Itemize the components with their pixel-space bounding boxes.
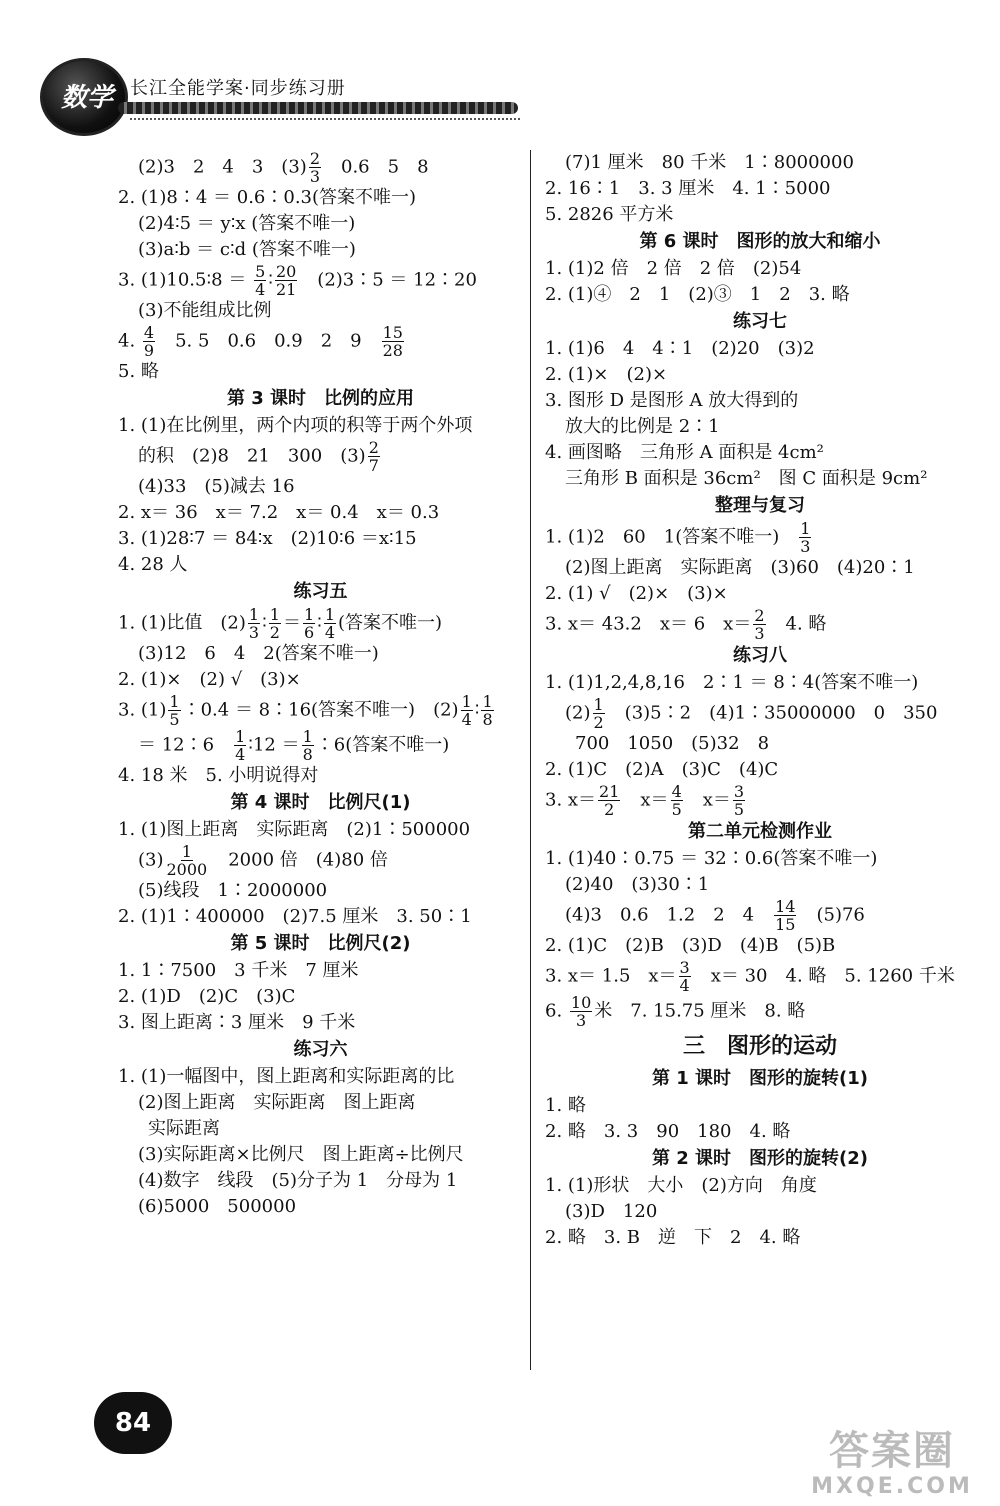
fraction (799, 520, 811, 555)
answer-text: ＝ 12∶6 (138, 734, 233, 756)
answer-line (118, 763, 523, 789)
numerator: 1 (800, 519, 811, 538)
section-heading: 第 1 课时 图形的旋转(1) (651, 1068, 869, 1089)
answer-line (118, 500, 523, 526)
answer-text: (3) (138, 849, 164, 871)
numerator: 21 (599, 782, 620, 801)
section-heading: 第 2 课时 图形的旋转(2) (651, 1148, 869, 1169)
answer-text: 2. (1)④ 2 1 (2)③ 1 2 3. 略 (545, 284, 850, 305)
answer-text: 2. (1) √ (2)× (3)× (545, 583, 728, 604)
header-decoration (118, 102, 518, 114)
fraction (774, 898, 796, 933)
section-heading: 整理与复习 (715, 495, 805, 516)
numerator: 2 (368, 438, 379, 457)
answer-text: x＝ (622, 789, 669, 811)
answer-line (545, 757, 975, 783)
numerator: 5 (255, 262, 266, 281)
chapter-heading: 三 图形的运动 (682, 1034, 837, 1059)
answer-line (545, 440, 975, 466)
column-divider (530, 150, 531, 1370)
answer-text: 1. (1)图上距离 实际距离 (2)1∶500000 (118, 819, 471, 840)
answer-text: 1. (1)形状 大小 (2)方向 角度 (545, 1175, 817, 1196)
answer-text: (5)76 (798, 904, 865, 926)
left-column (118, 150, 523, 1220)
fraction (303, 606, 315, 641)
fraction (679, 959, 691, 994)
answer-text: 1. 1∶7500 3 千米 7 厘米 (118, 960, 359, 981)
answer-line (545, 898, 975, 933)
answer-line (545, 846, 975, 872)
answer-text: 4. (118, 330, 141, 352)
answer-line (545, 176, 975, 202)
numerator: 4 (671, 782, 682, 801)
answer-line (545, 414, 975, 440)
answer-text: ∶0.4 ＝ 8∶16(答案不唯一) (2) (182, 699, 459, 721)
answer-text: (5)线段 1∶2000000 (138, 880, 328, 901)
denominator: 5 (169, 710, 180, 729)
denominator: 4 (235, 745, 246, 764)
answer-line (118, 693, 523, 728)
answer-line (545, 933, 975, 959)
answer-line (118, 237, 523, 263)
answer-line (118, 1116, 523, 1142)
fraction (671, 783, 683, 818)
denominator: 21 (275, 280, 297, 299)
answer-text: 3. 图形 D 是图形 A 放大得到的 (545, 390, 799, 411)
numerator: 1 (593, 695, 604, 714)
answer-text: 4. 画图略 三角形 A 面积是 4cm² (545, 442, 824, 463)
answer-text: 放大的比例是 2∶1 (565, 416, 720, 437)
answer-line (545, 1093, 975, 1119)
section-heading: 练习五 (293, 581, 348, 602)
numerator: 1 (461, 692, 472, 711)
logo-text: 数学 (60, 83, 113, 113)
section-heading: 第 6 课时 图形的放大和缩小 (639, 231, 881, 252)
answer-text: 1. (1)6 4 4∶1 (2)20 (3)2 (545, 338, 815, 359)
answer-text: 3. 图上距离∶3 厘米 9 千米 (118, 1012, 356, 1033)
answer-text: 2000 倍 (4)80 倍 (210, 849, 388, 871)
section-heading: 练习六 (293, 1039, 348, 1060)
answer-text: ∶ (474, 699, 480, 721)
denominator: 4 (324, 623, 336, 642)
answer-line (118, 904, 523, 930)
answer-text: 2. (1)D (2)C (3)C (118, 986, 296, 1007)
answer-text: 2. 16∶1 3. 3 厘米 4. 1∶5000 (545, 178, 831, 199)
answer-line (545, 336, 975, 362)
numerator: 1 (248, 605, 260, 624)
answer-line (118, 324, 523, 359)
answer-text: 1. (1)2 倍 2 倍 2 倍 (2)54 (545, 258, 802, 279)
fraction (168, 693, 180, 728)
answer-line (118, 1064, 523, 1090)
answer-text: 2. (1)8∶4 ＝ 0.6∶0.3(答案不唯一) (118, 187, 417, 208)
answer-text: (2)40 (3)30∶1 (565, 874, 710, 895)
answer-line (118, 728, 523, 763)
fraction (324, 606, 336, 641)
answer-line (118, 359, 523, 385)
answer-line (118, 1090, 523, 1116)
answer-text: 1. (1)比值 (2) (118, 612, 246, 634)
answer-line (118, 150, 523, 185)
answer-line (118, 606, 523, 641)
answer-line (545, 388, 975, 414)
answer-line (545, 362, 975, 388)
answer-text: 5. 略 (118, 361, 159, 382)
watermark-logo: 答案圈 (829, 1428, 955, 1474)
section-heading: 第 3 课时 比例的应用 (226, 388, 415, 409)
fraction (309, 150, 321, 185)
numerator: 20 (275, 262, 297, 281)
fraction (570, 994, 592, 1029)
answer-text: 4. 28 人 (118, 554, 188, 575)
book-title: 长江全能学案·同步练习册 (130, 78, 346, 99)
section-heading: 练习七 (733, 311, 787, 332)
numerator: 1 (303, 605, 315, 624)
answer-line (118, 1010, 523, 1036)
right-column (545, 150, 975, 1251)
denominator: 4 (255, 280, 266, 299)
numerator: 15 (382, 323, 403, 342)
fraction (269, 606, 281, 641)
numerator: 1 (235, 727, 246, 746)
denominator: 3 (575, 1011, 587, 1030)
denominator: 15 (775, 915, 796, 934)
answer-line (545, 520, 975, 555)
header-rule (130, 118, 520, 120)
answer-text: 米 7. 15.75 厘米 8. 略 (594, 1000, 806, 1022)
answer-text: 2. 略 3. 3 90 180 4. 略 (545, 1121, 791, 1142)
answer-text: (2)3 2 4 3 (3) (138, 156, 307, 178)
answer-line (118, 474, 523, 500)
answer-line (118, 439, 523, 474)
answer-text: 3. (1) (118, 699, 167, 721)
fraction (166, 843, 209, 878)
answer-line (545, 607, 975, 642)
answer-text: (7)1 厘米 80 千米 1∶8000000 (565, 152, 854, 173)
fraction (481, 693, 493, 728)
answer-line (545, 1119, 975, 1145)
fraction (254, 263, 266, 298)
fraction (275, 263, 297, 298)
numerator: 1 (324, 605, 336, 624)
denominator: 9 (143, 341, 155, 360)
denominator: 3 (754, 624, 765, 643)
fraction (733, 783, 745, 818)
answer-line (118, 984, 523, 1010)
answer-line (118, 641, 523, 667)
answer-text: 2. (1)× (2)× (545, 364, 668, 385)
denominator: 3 (800, 537, 811, 556)
answer-line (118, 667, 523, 693)
fraction (234, 728, 246, 763)
answer-line (118, 552, 523, 578)
answer-line (545, 959, 975, 994)
fraction (248, 606, 260, 641)
numerator: 1 (181, 842, 192, 861)
answer-line (545, 555, 975, 581)
page-header (40, 58, 540, 148)
answer-line (545, 670, 975, 696)
denominator: 5 (733, 800, 745, 819)
denominator: 2 (269, 623, 280, 642)
answer-line (545, 466, 975, 492)
answer-text: (2)图上距离 实际距离 (3)60 (4)20∶1 (565, 557, 915, 578)
numerator: 10 (570, 993, 592, 1012)
answer-text: 1. (1)在比例里，两个内项的积等于两个外项 (118, 415, 473, 436)
answer-text: 0.6 5 8 (323, 156, 429, 178)
answer-text: (3)D 120 (565, 1201, 658, 1222)
answer-text: 的积 (2)8 21 300 (3) (138, 445, 366, 467)
answer-text: ∶12 ＝ (248, 734, 300, 756)
answer-text: 5. 2826 平方米 (545, 204, 674, 225)
answer-text: 2. (1)C (2)B (3)D (4)B (5)B (545, 935, 836, 956)
answer-text: 700 1050 (5)32 8 (575, 733, 770, 754)
answer-text: 1. (1)1,2,4,8,16 2∶1 ＝ 8∶4(答案不唯一) (545, 672, 919, 693)
answer-text: ∶ (268, 269, 273, 291)
answer-line (118, 843, 523, 878)
answer-line (545, 731, 975, 757)
denominator: 5 (671, 800, 682, 819)
answer-line (545, 783, 975, 818)
page-number: 84 (94, 1392, 172, 1454)
denominator: 7 (368, 456, 379, 475)
watermark-url: MXQE.COM (811, 1474, 973, 1499)
answer-text: ＝ (282, 612, 301, 634)
answer-text: x＝ (684, 789, 731, 811)
answer-text: 1. (1)40∶0.75 ＝ 32∶0.6(答案不唯一) (545, 848, 878, 869)
answer-text: 2. (1)C (2)A (3)C (4)C (545, 759, 779, 780)
answer-line (118, 526, 523, 552)
answer-text: (答案不唯一) (338, 612, 443, 634)
answer-text: (3)12 6 4 2(答案不唯一) (138, 643, 379, 664)
answer-text: (6)5000 500000 (138, 1196, 297, 1217)
numerator: 2 (754, 606, 765, 625)
section-heading: 第二单元检测作业 (688, 821, 832, 842)
answer-text: 1. 略 (545, 1095, 586, 1116)
numerator: 4 (143, 323, 155, 342)
answer-line (118, 1168, 523, 1194)
answer-text: 6. (545, 1000, 568, 1022)
fraction (382, 324, 404, 359)
answer-line (545, 150, 975, 176)
answer-text: (4)3 0.6 1.2 2 4 (565, 904, 773, 926)
answer-line (118, 817, 523, 843)
answer-line (545, 1225, 975, 1251)
denominator: 4 (679, 976, 690, 995)
answer-text: (4)33 (5)减去 16 (138, 476, 295, 497)
denominator: 8 (482, 710, 493, 729)
answer-text: 2. (1)× (2) √ (3)× (118, 669, 301, 690)
answer-text: ∶6(答案不唯一) (315, 734, 450, 756)
numerator: 1 (269, 605, 280, 624)
denominator: 2000 (166, 860, 208, 879)
answer-text: 3. (1)10.5∶8 ＝ (118, 269, 253, 291)
answer-line (545, 872, 975, 898)
answer-text: 2. x＝ 36 x＝ 7.2 x＝ 0.4 x＝ 0.3 (118, 502, 440, 523)
denominator: 2 (593, 713, 604, 732)
fraction (368, 439, 380, 474)
answer-text: (2)图上距离 实际距离 图上距离 (138, 1092, 416, 1113)
answer-text: 1. (1)一幅图中，图上距离和实际距离的比 (118, 1066, 455, 1087)
denominator: 28 (382, 341, 403, 360)
answer-line (545, 1199, 975, 1225)
answer-line (545, 581, 975, 607)
fraction (461, 693, 473, 728)
numerator: 3 (679, 958, 690, 977)
denominator: 6 (303, 623, 315, 642)
answer-text: 3. x＝ (545, 789, 597, 811)
answer-text: (3)a∶b ＝ c∶d (答案不唯一) (138, 239, 356, 260)
answer-text: 1. (1)2 60 1(答案不唯一) (545, 526, 798, 548)
answer-text: 实际距离 (148, 1118, 220, 1139)
fraction (593, 696, 605, 731)
answer-text: 5. 5 0.6 0.9 2 9 (157, 330, 380, 352)
answer-line (545, 282, 975, 308)
answer-text: (2)4∶5 ＝ y∶x (答案不唯一) (138, 213, 356, 234)
section-heading: 第 4 课时 比例尺(1) (230, 792, 411, 813)
answer-text: (3)实际距离×比例尺 图上距离÷比例尺 (138, 1144, 464, 1165)
answer-text: 三角形 B 面积是 36cm² 图 C 面积是 9cm² (565, 468, 928, 489)
answer-line (118, 878, 523, 904)
numerator: 2 (309, 149, 320, 168)
answer-text: 2. (1)1∶400000 (2)7.5 厘米 3. 50∶1 (118, 906, 472, 927)
answer-line (118, 211, 523, 237)
numerator: 3 (733, 782, 745, 801)
denominator: 8 (302, 745, 313, 764)
subject-logo (40, 58, 128, 136)
answer-text: ∶ (317, 612, 322, 634)
numerator: 14 (775, 897, 796, 916)
fraction (753, 607, 765, 642)
answer-text: 4. 18 米 5. 小明说得对 (118, 765, 319, 786)
answer-line (545, 994, 975, 1029)
denominator: 4 (461, 710, 472, 729)
answer-text: (2) (565, 702, 591, 724)
denominator: 3 (248, 623, 260, 642)
answer-line (118, 185, 523, 211)
answer-text: 3. x＝ 1.5 x＝ (545, 965, 677, 987)
answer-line (118, 1194, 523, 1220)
answer-text: x＝ 30 4. 略 5. 1260 千米 (692, 965, 955, 987)
answer-line (118, 298, 523, 324)
answer-line (118, 958, 523, 984)
numerator: 1 (482, 692, 493, 711)
answer-text: (2)3∶5 ＝ 12∶20 (299, 269, 477, 291)
answer-line (545, 1173, 975, 1199)
answer-line (118, 263, 523, 298)
answer-line (545, 256, 975, 282)
answer-line (118, 1142, 523, 1168)
answer-text: ∶ (262, 612, 267, 634)
answer-text: 2. 略 3. B 逆 下 2 4. 略 (545, 1227, 801, 1248)
answer-text: (4)数字 线段 (5)分子为 1 分母为 1 (138, 1170, 458, 1191)
answer-text: 3. x＝ 43.2 x＝ 6 x＝ (545, 613, 752, 635)
numerator: 1 (169, 692, 180, 711)
answer-text: 4. 略 (767, 613, 827, 635)
fraction (302, 728, 314, 763)
section-heading: 第 5 课时 比例尺(2) (230, 933, 411, 954)
fraction (598, 783, 620, 818)
answer-line (545, 696, 975, 731)
answer-line (545, 202, 975, 228)
answer-line (118, 413, 523, 439)
answer-text: (3)5∶2 (4)1∶35000000 0 350 (606, 702, 938, 724)
denominator: 3 (309, 167, 320, 186)
numerator: 1 (302, 727, 313, 746)
answer-text: 3. (1)28∶7 ＝ 84∶x (2)10∶6 ＝x∶15 (118, 528, 417, 549)
denominator: 2 (604, 800, 615, 819)
section-heading: 练习八 (733, 645, 787, 666)
watermark (792, 1428, 992, 1500)
fraction (143, 324, 155, 359)
answer-text: (3)不能组成比例 (138, 300, 272, 321)
